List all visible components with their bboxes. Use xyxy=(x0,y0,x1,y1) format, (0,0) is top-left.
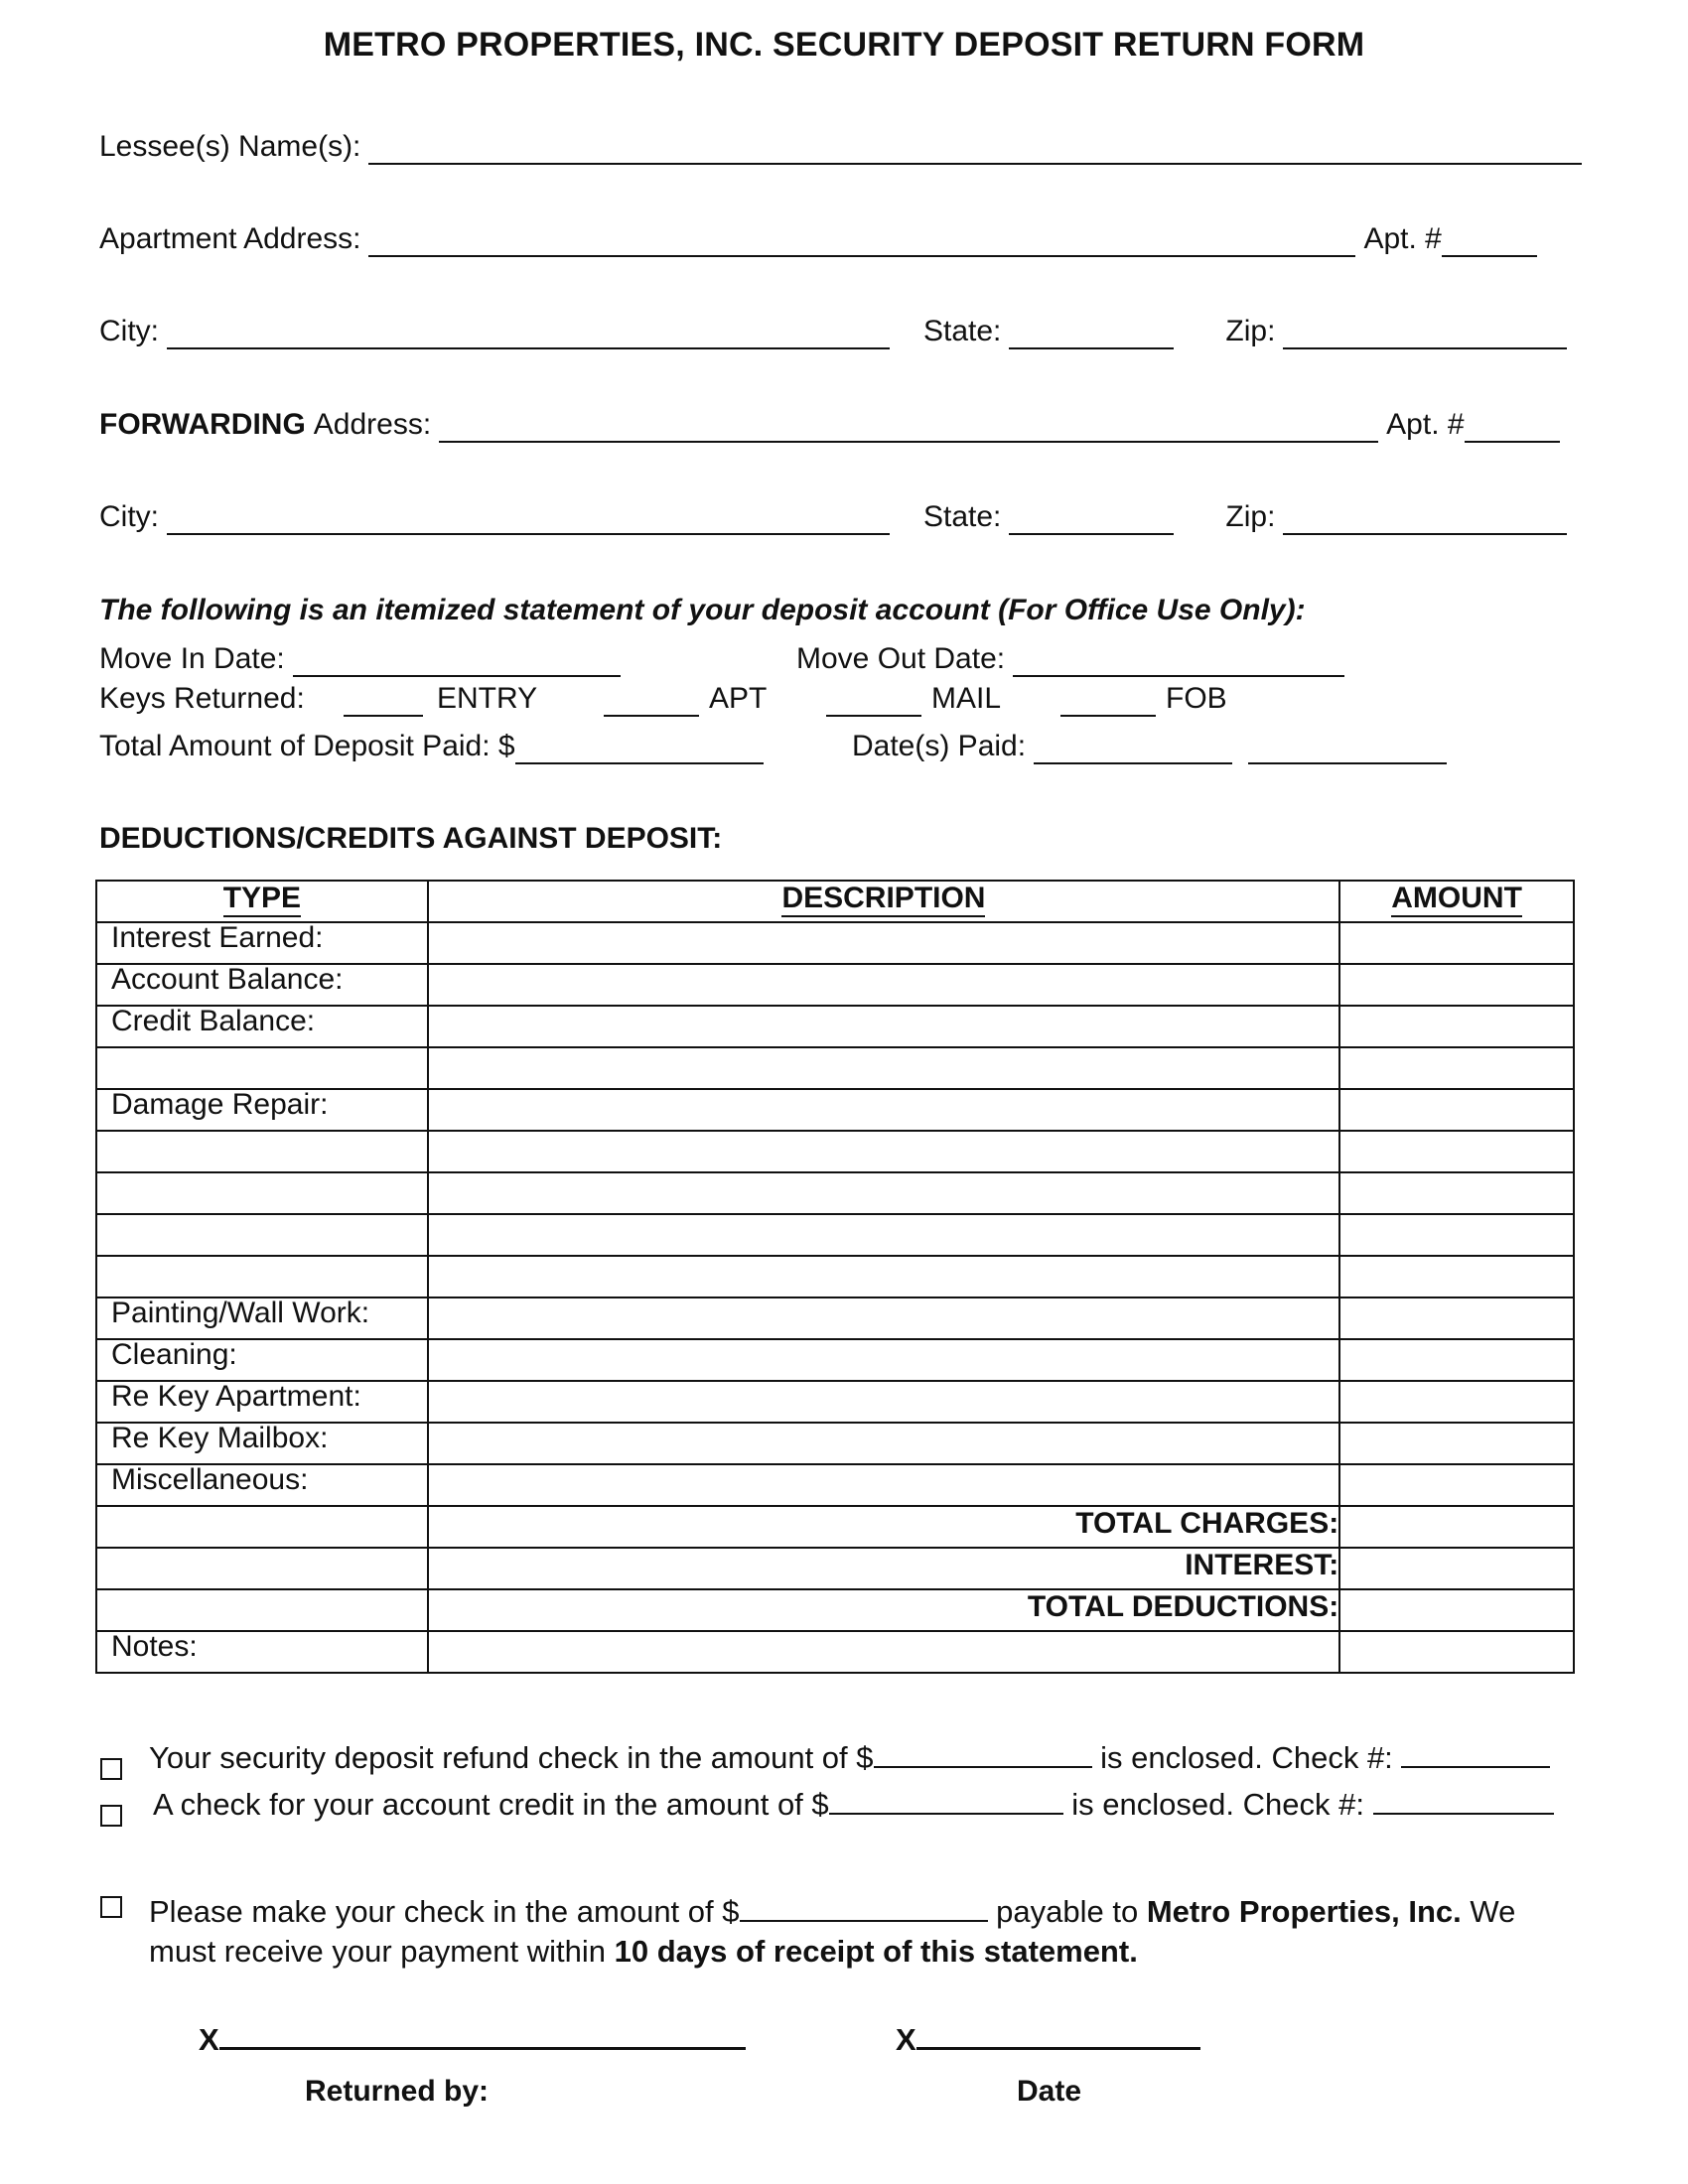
form-title: METRO PROPERTIES, INC. SECURITY DEPOSIT RETURN FORM xyxy=(323,26,1365,64)
row-type-cell xyxy=(96,1506,428,1548)
city-label: City: xyxy=(99,500,159,533)
row-type-cell: Notes: xyxy=(96,1631,428,1673)
row-amount-cell[interactable] xyxy=(1339,1423,1574,1464)
forwarding-city-input-line[interactable] xyxy=(167,505,890,535)
row-description-cell[interactable] xyxy=(428,1214,1339,1256)
row-type-cell: Miscellaneous: xyxy=(96,1464,428,1506)
row-amount-cell[interactable] xyxy=(1339,922,1574,964)
city-input-line[interactable] xyxy=(167,320,890,349)
move-in-label: Move In Date: xyxy=(99,642,285,675)
key-entry-input-line[interactable] xyxy=(344,687,423,717)
description-header: DESCRIPTION xyxy=(428,881,1339,922)
row-description-cell[interactable] xyxy=(428,1256,1339,1297)
deductions-body xyxy=(96,922,1574,1673)
row-type-cell: Account Balance: xyxy=(96,964,428,1006)
key-mail xyxy=(826,681,1001,717)
credit-amount-input-line[interactable] xyxy=(829,1791,1063,1815)
table-row xyxy=(96,1006,1574,1047)
lessee-input-line[interactable] xyxy=(368,135,1582,165)
table-row xyxy=(96,922,1574,964)
forwarding-address-row xyxy=(99,407,1560,443)
lessee-label: Lessee(s) Name(s): xyxy=(99,130,361,163)
table-row xyxy=(96,1172,1574,1214)
move-out-label: Move Out Date: xyxy=(796,642,1006,675)
row-amount-cell[interactable] xyxy=(1339,1589,1574,1631)
dates-paid-input-line-2[interactable] xyxy=(1248,735,1447,764)
forwarding-label: Address: xyxy=(313,408,432,441)
key-mail-label: MAIL xyxy=(931,682,1002,715)
date-signature-line[interactable] xyxy=(916,2019,1200,2050)
row-description-cell[interactable] xyxy=(428,1006,1339,1047)
deductions-heading: DEDUCTIONS/CREDITS AGAINST DEPOSIT: xyxy=(99,822,723,855)
refund-text: Your security deposit refund check in the amount of $ xyxy=(149,1740,874,1775)
key-entry-label: ENTRY xyxy=(437,682,538,715)
row-description-cell[interactable] xyxy=(428,964,1339,1006)
key-mail-input-line[interactable] xyxy=(826,687,921,717)
credit-checkbox[interactable] xyxy=(100,1805,122,1827)
row-description-cell[interactable]: TOTAL DEDUCTIONS: xyxy=(428,1589,1339,1631)
row-description-cell[interactable] xyxy=(428,1381,1339,1423)
forwarding-state-input-line[interactable] xyxy=(1009,505,1174,535)
deductions-header-row xyxy=(96,881,1574,922)
keys-label: Keys Returned: xyxy=(99,682,305,715)
table-row xyxy=(96,964,1574,1006)
table-row xyxy=(96,1214,1574,1256)
forwarding-apt-number-input-line[interactable] xyxy=(1465,413,1560,443)
zip-label: Zip: xyxy=(1225,500,1276,533)
total-paid-row xyxy=(99,729,764,764)
total-paid-label: Total Amount of Deposit Paid: $ xyxy=(99,730,515,762)
table-row xyxy=(96,1297,1574,1339)
state-input-line[interactable] xyxy=(1009,320,1174,349)
payment-text: Please make your check in the amount of $ xyxy=(149,1894,740,1929)
zip-label: Zip: xyxy=(1225,315,1276,347)
move-in-row xyxy=(99,641,621,677)
table-row xyxy=(96,1506,1574,1548)
credit-line xyxy=(153,1787,1554,1823)
row-amount-cell[interactable] xyxy=(1339,1131,1574,1172)
row-description-cell[interactable] xyxy=(428,1172,1339,1214)
row-description-cell[interactable] xyxy=(428,1631,1339,1673)
payment-amount-input-line[interactable] xyxy=(740,1898,988,1922)
row-amount-cell[interactable] xyxy=(1339,1548,1574,1589)
row-amount-cell[interactable] xyxy=(1339,1631,1574,1673)
refund-amount-input-line[interactable] xyxy=(874,1744,1092,1768)
row-description-cell[interactable] xyxy=(428,1089,1339,1131)
date-x-mark: X xyxy=(896,2022,916,2057)
refund-check-number-input-line[interactable] xyxy=(1401,1744,1550,1768)
move-out-row xyxy=(796,641,1344,677)
row-type-cell: Damage Repair: xyxy=(96,1089,428,1131)
payment-deadline-bold: 10 days of receipt of this statement. xyxy=(614,1934,1138,1969)
date-signature xyxy=(896,2019,1200,2058)
key-apt-label: APT xyxy=(709,682,768,715)
signature-x-mark: X xyxy=(199,2022,219,2057)
row-amount-cell[interactable] xyxy=(1339,1172,1574,1214)
amount-header: AMOUNT xyxy=(1339,881,1574,922)
dates-paid-label: Date(s) Paid: xyxy=(852,730,1027,762)
returned-by-label: Returned by: xyxy=(305,2075,490,2108)
row-amount-cell[interactable] xyxy=(1339,1214,1574,1256)
table-row xyxy=(96,1381,1574,1423)
row-description-cell[interactable]: TOTAL CHARGES: xyxy=(428,1506,1339,1548)
returned-by-signature-line[interactable] xyxy=(219,2019,746,2050)
key-fob xyxy=(1060,681,1227,717)
forwarding-label-bold: FORWARDING xyxy=(99,408,306,441)
refund-line xyxy=(149,1740,1550,1776)
row-description-cell[interactable] xyxy=(428,922,1339,964)
credit-text: A check for your account credit in the amount of $ xyxy=(153,1787,829,1822)
refund-checkbox[interactable] xyxy=(100,1758,122,1780)
row-amount-cell[interactable] xyxy=(1339,1506,1574,1548)
row-amount-cell[interactable] xyxy=(1339,1339,1574,1381)
row-amount-cell[interactable] xyxy=(1339,964,1574,1006)
row-type-cell: Re Key Mailbox: xyxy=(96,1423,428,1464)
payable-to-text: payable to xyxy=(996,1894,1139,1929)
row-type-cell xyxy=(96,1214,428,1256)
dates-paid-row xyxy=(852,729,1447,764)
row-amount-cell[interactable] xyxy=(1339,1297,1574,1339)
refund-check-text: is enclosed. Check #: xyxy=(1100,1740,1393,1775)
type-header: TYPE xyxy=(96,881,428,922)
row-description-cell[interactable] xyxy=(428,1297,1339,1339)
payment-we-text: We xyxy=(1470,1894,1516,1929)
city-row-1 xyxy=(99,314,1567,349)
forwarding-apt-number-label: Apt. # xyxy=(1386,408,1465,441)
table-row xyxy=(96,1464,1574,1506)
row-type-cell xyxy=(96,1047,428,1089)
table-row xyxy=(96,1631,1574,1673)
table-row xyxy=(96,1047,1574,1089)
row-type-cell xyxy=(96,1589,428,1631)
row-type-cell: Painting/Wall Work: xyxy=(96,1297,428,1339)
forwarding-address-input-line[interactable] xyxy=(439,413,1378,443)
row-description-cell[interactable] xyxy=(428,1339,1339,1381)
returned-by-signature xyxy=(199,2019,746,2058)
key-apt-input-line[interactable] xyxy=(604,687,699,717)
apt-number-input-line[interactable] xyxy=(1442,227,1537,257)
move-out-input-line[interactable] xyxy=(1013,647,1344,677)
row-amount-cell[interactable] xyxy=(1339,1256,1574,1297)
company-name: Metro Properties, Inc. xyxy=(1146,1894,1462,1929)
apt-number-label: Apt. # xyxy=(1363,222,1442,255)
key-apt xyxy=(604,681,767,717)
table-row xyxy=(96,1131,1574,1172)
row-amount-cell[interactable] xyxy=(1339,1464,1574,1506)
row-type-cell xyxy=(96,1548,428,1589)
state-label: State: xyxy=(923,315,1002,347)
zip-input-line[interactable] xyxy=(1283,320,1567,349)
row-description-cell[interactable]: INTEREST: xyxy=(428,1548,1339,1589)
table-row xyxy=(96,1548,1574,1589)
key-fob-label: FOB xyxy=(1166,682,1227,715)
row-type-cell xyxy=(96,1256,428,1297)
table-row xyxy=(96,1589,1574,1631)
row-description-cell[interactable] xyxy=(428,1131,1339,1172)
total-paid-input-line[interactable] xyxy=(515,735,764,764)
credit-check-number-input-line[interactable] xyxy=(1373,1791,1554,1815)
move-in-input-line[interactable] xyxy=(293,647,621,677)
row-amount-cell[interactable] xyxy=(1339,1089,1574,1131)
row-description-cell[interactable] xyxy=(428,1423,1339,1464)
row-type-cell: Re Key Apartment: xyxy=(96,1381,428,1423)
key-fob-input-line[interactable] xyxy=(1060,687,1156,717)
row-type-cell xyxy=(96,1172,428,1214)
credit-check-text: is enclosed. Check #: xyxy=(1071,1787,1364,1822)
dates-paid-input-line-1[interactable] xyxy=(1034,735,1232,764)
table-row xyxy=(96,1089,1574,1131)
payment-due-checkbox[interactable] xyxy=(100,1896,122,1918)
payment-deadline-text: must receive your payment within xyxy=(149,1934,607,1969)
apartment-address-label: Apartment Address: xyxy=(99,222,361,255)
apartment-address-input-line[interactable] xyxy=(368,227,1355,257)
lessee-row xyxy=(99,129,1582,165)
row-type-cell: Credit Balance: xyxy=(96,1006,428,1047)
itemized-heading: The following is an itemized statement of your deposit account (For Office Use Only): xyxy=(99,594,1306,626)
deductions-table xyxy=(95,880,1575,1674)
state-label: State: xyxy=(923,500,1002,533)
payment-line-1 xyxy=(149,1894,1515,1930)
table-row xyxy=(96,1423,1574,1464)
row-amount-cell[interactable] xyxy=(1339,1047,1574,1089)
row-type-cell xyxy=(96,1131,428,1172)
row-type-cell: Cleaning: xyxy=(96,1339,428,1381)
forwarding-zip-input-line[interactable] xyxy=(1283,505,1567,535)
date-label: Date xyxy=(1017,2075,1082,2108)
row-description-cell[interactable] xyxy=(428,1047,1339,1089)
table-row xyxy=(96,1339,1574,1381)
keys-row xyxy=(99,681,305,717)
payment-line-2 xyxy=(149,1934,1138,1970)
city-row-2 xyxy=(99,499,1567,535)
row-amount-cell[interactable] xyxy=(1339,1006,1574,1047)
apartment-address-row xyxy=(99,221,1537,257)
row-amount-cell[interactable] xyxy=(1339,1381,1574,1423)
row-description-cell[interactable] xyxy=(428,1464,1339,1506)
table-row xyxy=(96,1256,1574,1297)
row-type-cell: Interest Earned: xyxy=(96,922,428,964)
city-label: City: xyxy=(99,315,159,347)
key-entry xyxy=(344,681,537,717)
